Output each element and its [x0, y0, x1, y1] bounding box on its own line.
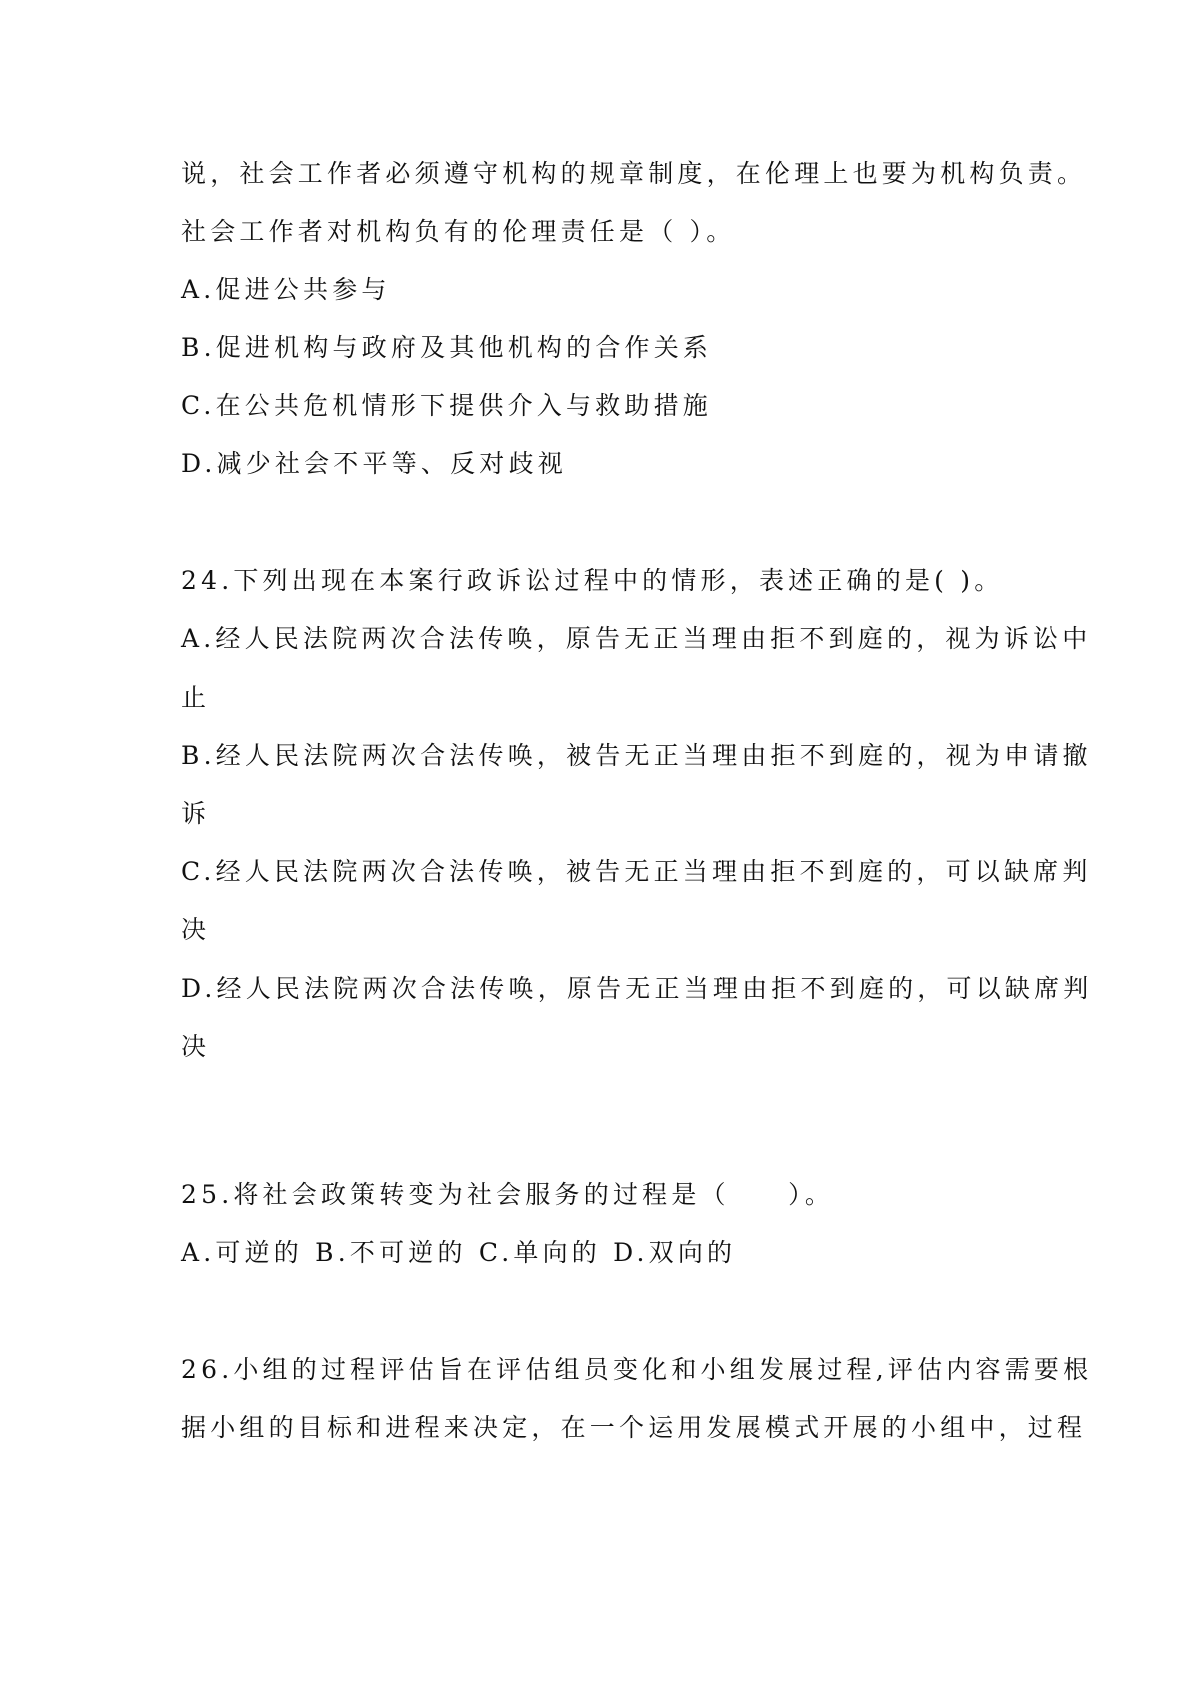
q23-option-a: A.促进公共参与: [181, 275, 391, 304]
q24-option-a-line-1: A.经人民法院两次合法传唤，原告无正当理由拒不到庭的，视为诉讼中: [181, 624, 1092, 653]
q26-line-2: 据小组的目标和进程来决定，在一个运用发展模式开展的小组中，过程: [181, 1413, 1087, 1442]
q24-option-a-line-2: 止: [181, 683, 211, 712]
q24-option-b-line-2: 诉: [181, 799, 211, 828]
q24-option-c-line-2: 决: [181, 915, 211, 944]
q23-option-d: D.减少社会不平等、反对歧视: [181, 449, 567, 478]
q26-line-1: 26.小组的过程评估旨在评估组员变化和小组发展过程,评估内容需要根: [181, 1355, 1093, 1384]
q25-stem: 25.将社会政策转变为社会服务的过程是（ ）。: [181, 1180, 835, 1209]
intro-line-2: 社会工作者对机构负有的伦理责任是（ ）。: [181, 217, 736, 246]
q24-option-c-line-1: C.经人民法院两次合法传唤，被告无正当理由拒不到庭的，可以缺席判: [181, 857, 1092, 886]
q23-option-b: B.促进机构与政府及其他机构的合作关系: [181, 333, 713, 362]
q25-options: A.可逆的 B.不可逆的 C.单向的 D.双向的: [181, 1238, 737, 1267]
q24-option-d-line-1: D.经人民法院两次合法传唤，原告无正当理由拒不到庭的，可以缺席判: [181, 974, 1093, 1003]
q24-option-b-line-1: B.经人民法院两次合法传唤，被告无正当理由拒不到庭的，视为申请撤: [181, 741, 1092, 770]
q24-stem: 24.下列出现在本案行政诉讼过程中的情形，表述正确的是( )。: [181, 566, 1004, 595]
q23-option-c: C.在公共危机情形下提供介入与救助措施: [181, 391, 712, 420]
intro-line-1: 说，社会工作者必须遵守机构的规章制度，在伦理上也要为机构负责。: [181, 159, 1087, 188]
q24-option-d-line-2: 决: [181, 1032, 211, 1061]
